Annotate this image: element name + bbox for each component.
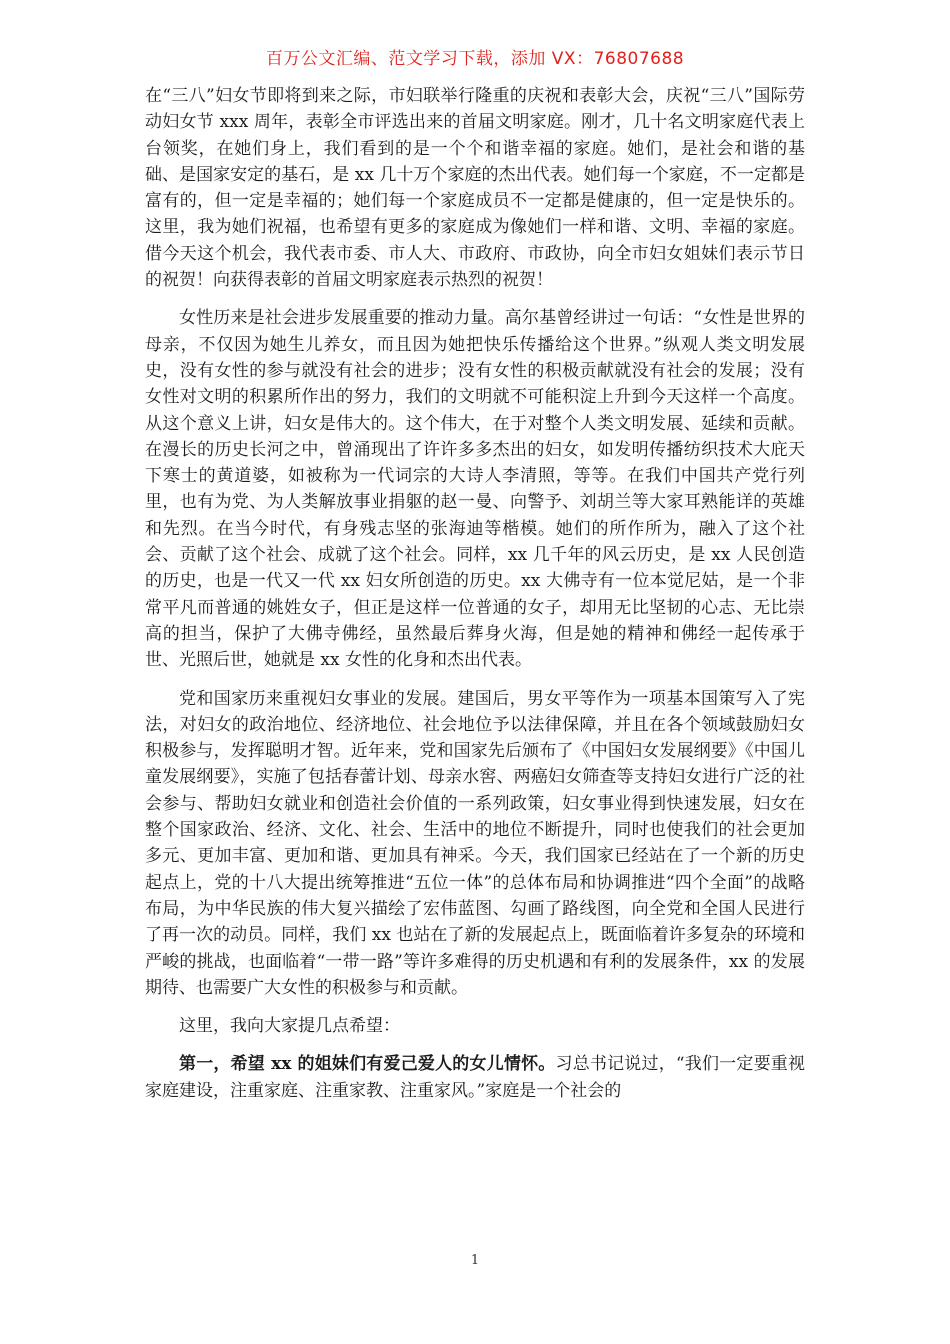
paragraph-party-policy: 党和国家历来重视妇女事业的发展。建国后，男女平等作为一项基本国策写入了宪法，对妇女的政治地位、经济地位、社会地位予以法律保障，并且在各个领域鼓励妇女积极参与，发挥聪明才智。近年来，党和国家先后颁布了《中国妇女发展纲要》《中国儿童发展纲要》，实施了包括春蕾计划、母亲水窖、两癌妇女筛查等支持妇女进行广泛的社会参与、帮助妇女就业和创造社会价值的一系列政策，妇女事业得到快速发展，妇女在整个国家政治、经济、文化、社会、生活中的地位不断提升，同时也使我们的社会更加多元、更加丰富、更加和谐、更加具有神采。今天，我们国家已经站在了一个新的历史起点上，党的十八大提出统筹推进“五位一体”的总体布局和协调推进“四个全面”的战略布局，为中华民族的伟大复兴描绘了宏伟蓝图、勾画了路线图，向全党和全国人民进行了再一次的动员。同样，我们 xx 也站在了新的发展起点上，既面临着许多复杂的环境和严峻的挑战，也面临着“一带一路”等许多难得的历史机遇和有利的发展条件，xx 的发展期待、也需要广大女性的积极参与和贡献。 — [145, 688, 805, 998]
page-number: 1 — [470, 1253, 480, 1268]
paragraph-first-hope — [145, 1051, 805, 1104]
first-hope-heading: 第一，希望 xx 的姐妹们有爱己爱人的女儿情怀。 — [179, 1054, 556, 1075]
header-banner: 百万公文汇编、范文学习下载，添加 VX：76807688 — [265, 49, 685, 69]
paragraph-hopes-intro: 这里，我向大家提几点希望： — [179, 1016, 400, 1037]
paragraph-women-history: 女性历来是社会进步发展重要的推动力量。高尔基曾经讲过一句话：“女性是世界的母亲，不仅因为她生儿养女，而且因为她把快乐传播给这个世界。”纵观人类文明发展史，没有女性的参与就没有社会的进步；没有女性的积极贡献就没有社会的发展；没有女性对文明的积累所作出的努力，我们的文明就不可能积淀上升到今天这样一个高度。从这个意义上讲，妇女是伟大的。这个伟大，在于对整个人类文明发展、延续和贡献。在漫长的历史长河之中，曾涌现出了许许多多杰出的妇女，如发明传播纺织技术大庇天下寒士的黄道婆，如被称为一代词宗的大诗人李清照，等等。在我们中国共产党行列里，也有为党、为人类解放事业捐躯的赵一曼、向警予、刘胡兰等大家耳熟能详的英雄和先烈。在当今时代，有身残志坚的张海迪等楷模。她们的所作所为，融入了这个社会、贡献了这个社会、成就了这个社会。同样，xx 几千年的风云历史，是 xx 人民创造的历史，也是一代又一代 xx 妇女所创造的历史。xx 大佛寺有一位本觉尼姑，是一个非常平凡而普通的姚姓女子，但正是这样一位普通的女子，却用无比坚韧的心志、无比崇高的担当，保护了大佛寺佛经，虽然最后葬身火海，但是她的精神和佛经一起传承于世、光照后世，她就是 xx 女性的化身和杰出代表。 — [145, 308, 805, 671]
first-hope-text: 习总书记说过，“我们一定要重视家庭建设，注重家庭、注重家教、注重家风。”家庭是一个社会的 — [145, 1054, 805, 1101]
document-body — [145, 83, 805, 1116]
paragraph-intro: 在“三八”妇女节即将到来之际，市妇联举行隆重的庆祝和表彰大会，庆祝“三八”国际劳动妇女节 xxx 周年，表彰全市评选出来的首届文明家庭。刚才，几十名文明家庭代表上台领奖，在她们身上，我们看到的是一个个和谐幸福的家庭。她们，是社会和谐的基础、是国家安定的基石，是 xx 几十万个家庭的杰出代表。她们每一个家庭，不一定都是富有的，但一定是幸福的；她们每一个家庭成员不一定都是健康的，但一定是快乐的。这里，我为她们祝福，也希望有更多的家庭成为像她们一样和谐、文明、幸福的家庭。借今天这个机会，我代表市委、市人大、市政府、市政协，向全市妇女姐妹们表示节日的祝贺！向获得表彰的首届文明家庭表示热烈的祝贺！ — [145, 86, 805, 291]
